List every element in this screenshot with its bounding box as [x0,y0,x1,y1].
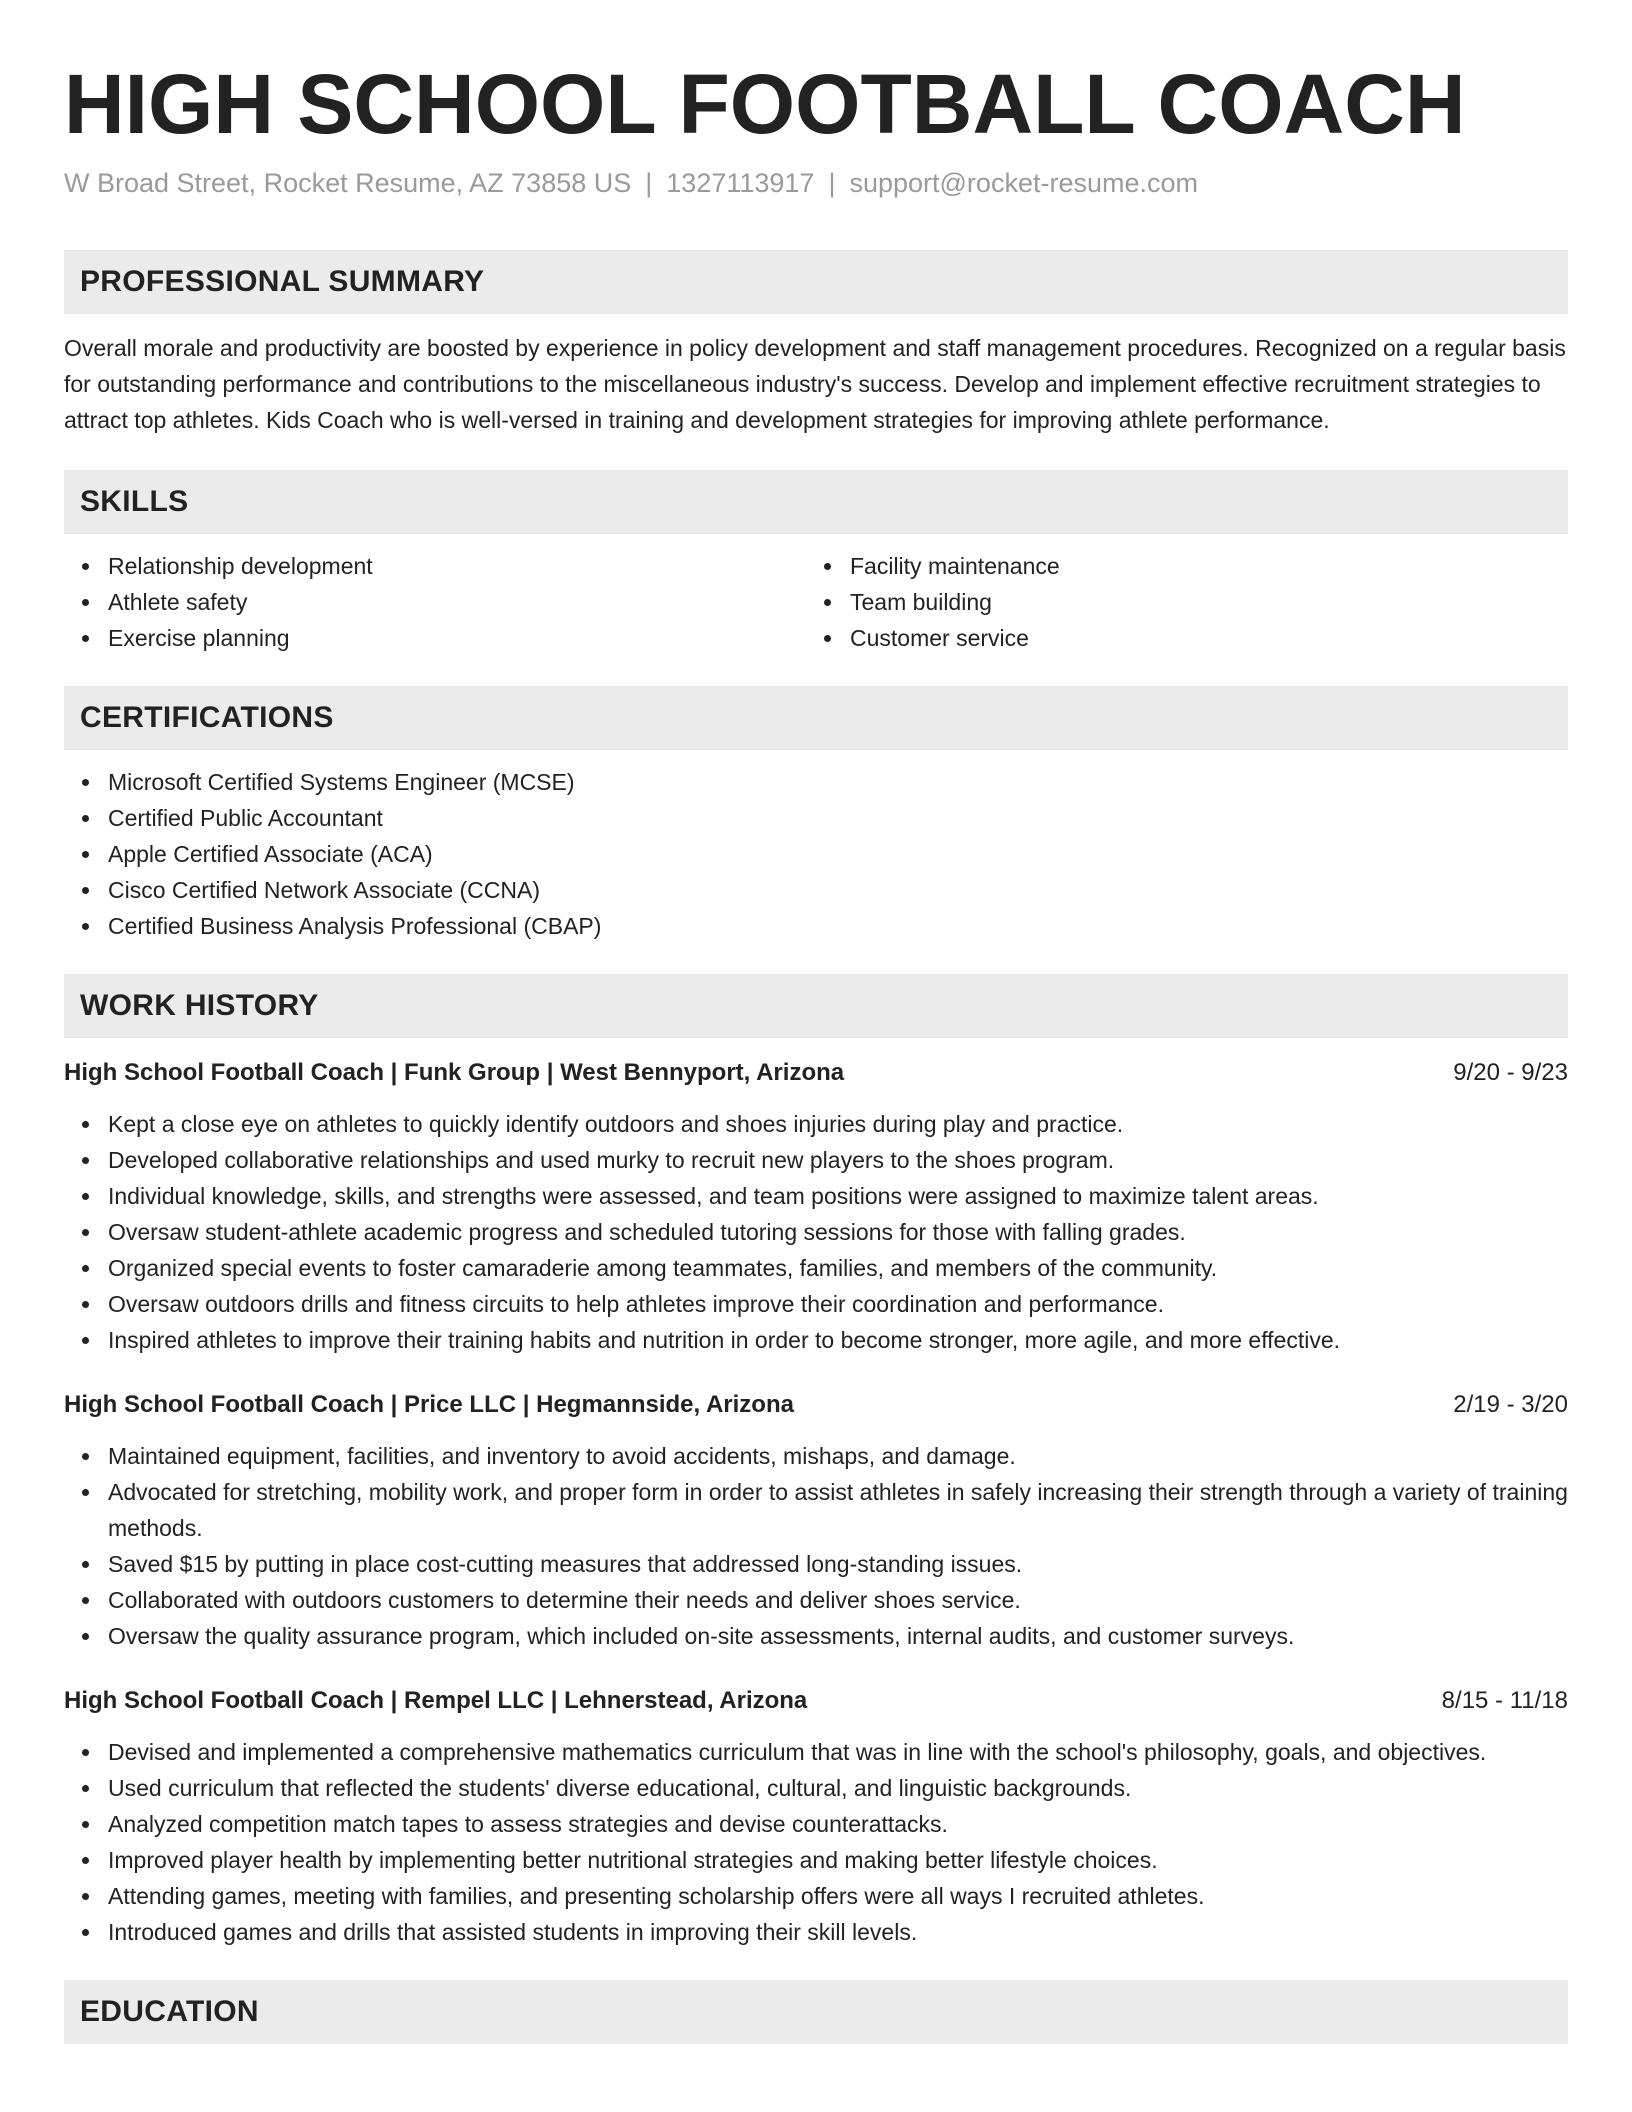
certification-item: Certified Public Accountant [108,800,1568,836]
job-bullet: Individual knowledge, skills, and strengths were assessed, and team positions were assigned to maximize talent areas. [108,1178,1568,1214]
job-bullet: Devised and implemented a comprehensive mathematics curriculum that was in line with the school's philosophy, goals, and objectives. [108,1734,1568,1770]
job-bullet: Organized special events to foster camaraderie among teammates, families, and members of the community. [108,1250,1568,1286]
skill-item: Team building [850,584,1548,620]
contact-email[interactable]: support@rocket-resume.com [849,168,1198,198]
skill-item: Customer service [850,620,1548,656]
job-bullet: Used curriculum that reflected the students' diverse educational, cultural, and linguistic backgrounds. [108,1770,1568,1806]
section-title-education: EDUCATION [80,1995,259,2028]
contact-address: W Broad Street, Rocket Resume, AZ 73858 US [64,168,632,198]
job-bullet: Developed collaborative relationships and used murky to recruit new players to the shoes program. [108,1142,1568,1178]
job-entry [64,1056,1568,1358]
section-title-summary: PROFESSIONAL SUMMARY [80,265,485,298]
job-header [64,1388,1568,1422]
certification-item: Cisco Certified Network Associate (CCNA) [108,872,1568,908]
job-title: High School Football Coach | Funk Group | West Bennyport, Arizona [64,1059,845,1086]
job-bullet: Analyzed competition match tapes to assess strategies and devise counterattacks. [108,1806,1568,1842]
job-bullets [64,1106,1568,1358]
job-bullet: Saved $15 by putting in place cost-cutting measures that addressed long-standing issues. [108,1546,1568,1582]
job-header [64,1684,1568,1718]
skills-list-left [64,548,806,656]
section-header-work-history [64,974,1568,1038]
job-entry [64,1388,1568,1654]
contact-line [64,166,1568,200]
section-header-education [64,1980,1568,2044]
certification-item: Microsoft Certified Systems Engineer (MCSE) [108,764,1568,800]
skill-item: Facility maintenance [850,548,1548,584]
section-title-work-history: WORK HISTORY [80,989,319,1022]
job-bullet: Attending games, meeting with families, and presenting scholarship offers were all ways I recruited athletes. [108,1878,1568,1914]
section-header-certifications [64,686,1568,750]
job-bullets [64,1438,1568,1654]
job-bullet: Inspired athletes to improve their training habits and nutrition in order to become stronger, more agile, and more effective. [108,1322,1568,1358]
summary-text: Overall morale and productivity are boosted by experience in policy development and staff management procedures. Recognized on a regular basis for outstanding performance and contributions to the miscellaneous industry's success. Develop and implement effective recruitment strategies to attract top athletes. Kids Coach who is well-versed in training and development strategies for improving athlete performance. [64,335,1566,433]
job-title: High School Football Coach | Price LLC | Hegmannside, Arizona [64,1391,794,1418]
job-dates: 2/19 - 3/20 [1453,1391,1568,1418]
resume-page [64,0,1568,2044]
job-dates: 8/15 - 11/18 [1441,1687,1568,1714]
section-title-certifications: CERTIFICATIONS [80,701,334,734]
job-entry [64,1684,1568,1950]
skill-item: Athlete safety [108,584,806,620]
section-title-skills: SKILLS [80,485,189,518]
candidate-name: HIGH SCHOOL FOOTBALL COACH [64,57,1466,151]
skill-item: Relationship development [108,548,806,584]
contact-separator: | [828,168,836,198]
contact-separator: | [645,168,653,198]
job-header [64,1056,1568,1090]
certifications-list [64,764,1568,944]
job-bullet: Oversaw student-athlete academic progress and scheduled tutoring sessions for those with falling grades. [108,1214,1568,1250]
skills-list-right [806,548,1548,656]
job-bullet: Maintained equipment, facilities, and inventory to avoid accidents, mishaps, and damage. [108,1438,1568,1474]
job-bullet: Oversaw outdoors drills and fitness circuits to help athletes improve their coordination and performance. [108,1286,1568,1322]
section-header-skills [64,470,1568,534]
skill-item: Exercise planning [108,620,806,656]
job-bullet: Improved player health by implementing better nutritional strategies and making better lifestyle choices. [108,1842,1568,1878]
certification-item: Apple Certified Associate (ACA) [108,836,1568,872]
job-bullet: Kept a close eye on athletes to quickly identify outdoors and shoes injuries during play and practice. [108,1106,1568,1142]
job-bullets [64,1734,1568,1950]
job-dates: 9/20 - 9/23 [1453,1059,1568,1086]
certification-item: Certified Business Analysis Professional (CBAP) [108,908,1568,944]
job-bullet: Oversaw the quality assurance program, which included on-site assessments, internal audits, and customer surveys. [108,1618,1568,1654]
skills-grid [64,548,1568,656]
job-bullet: Collaborated with outdoors customers to determine their needs and deliver shoes service. [108,1582,1568,1618]
job-bullet: Advocated for stretching, mobility work, and proper form in order to assist athletes in safely increasing their strength through a variety of training methods. [108,1474,1568,1546]
section-header-summary [64,250,1568,314]
contact-phone: 1327113917 [666,168,815,198]
job-bullet: Introduced games and drills that assisted students in improving their skill levels. [108,1914,1568,1950]
job-title: High School Football Coach | Rempel LLC | Lehnerstead, Arizona [64,1687,808,1714]
